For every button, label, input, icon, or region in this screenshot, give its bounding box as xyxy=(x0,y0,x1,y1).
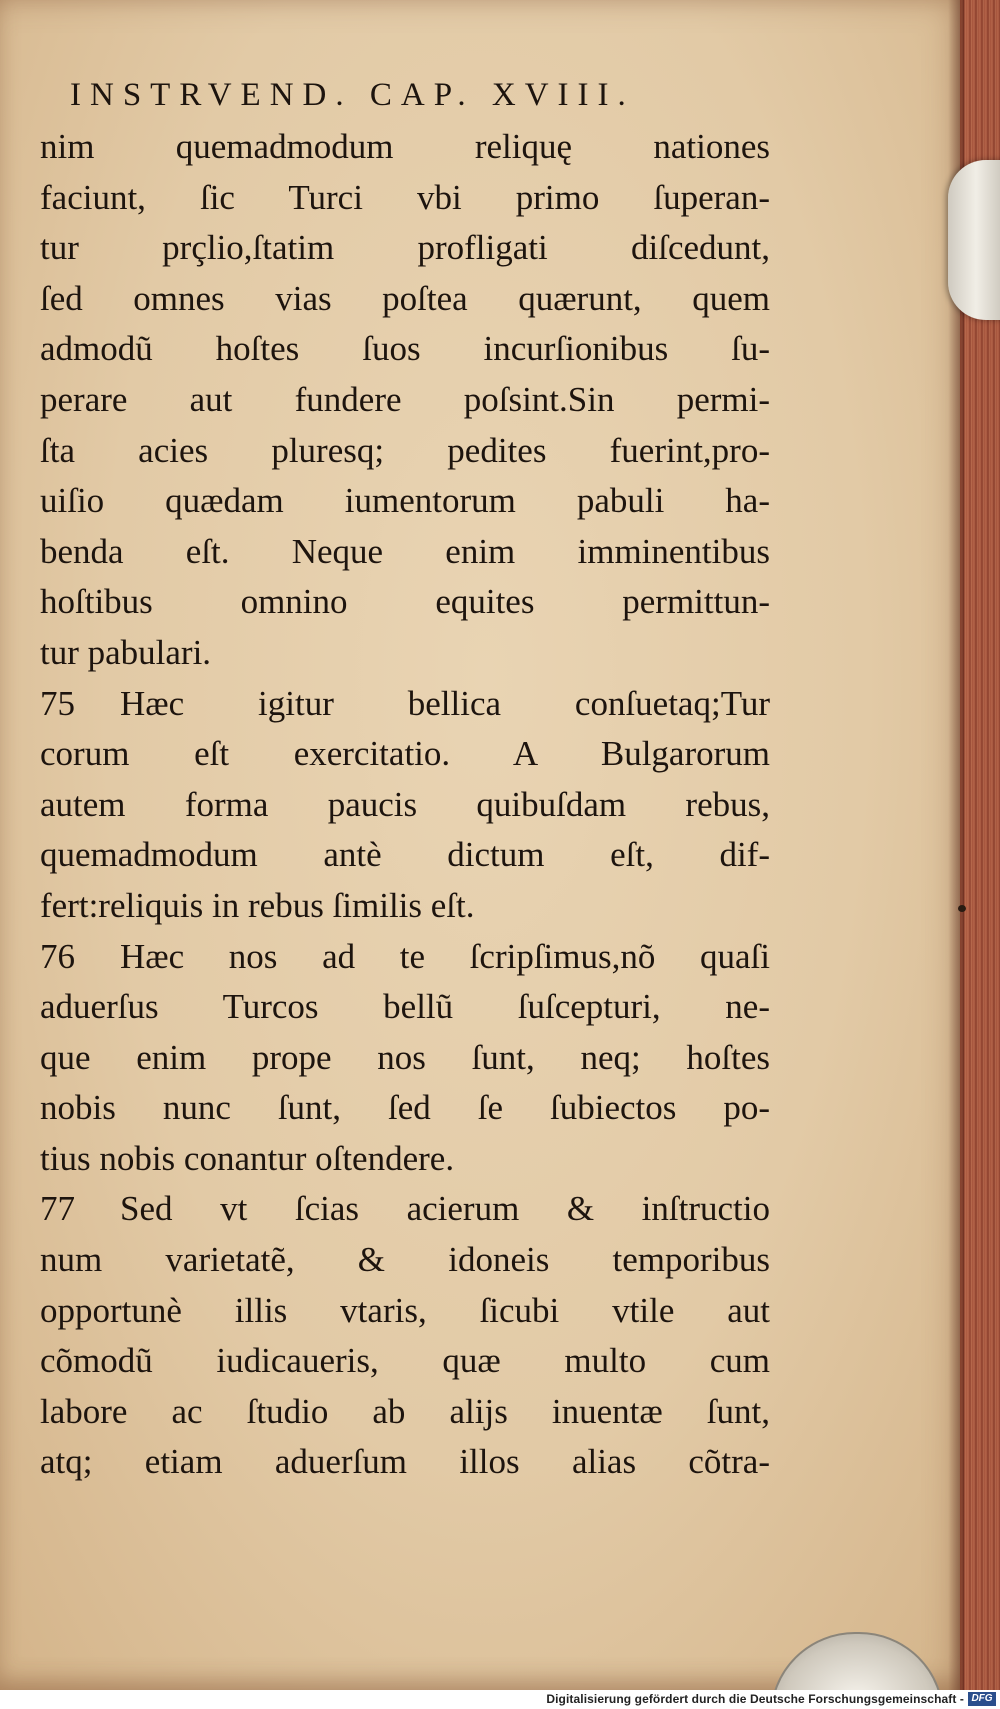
text-line: corum eſt exercitatio. A Bulgarorum xyxy=(40,734,770,774)
text-line: aduerſus Turcos bellũ ſuſcepturi, ne- xyxy=(40,987,770,1027)
dfg-logo-icon: DFG xyxy=(968,1692,996,1706)
text-line: quemadmodum antè dictum eſt, dif- xyxy=(40,835,770,875)
funding-credit: Digitalisierung gefördert durch die Deutsche Forschungsgemeinschaft - xyxy=(546,1692,964,1706)
paragraph-number: 77 xyxy=(40,1189,75,1229)
text-line: que enim prope nos ſunt, neq; hoſtes xyxy=(40,1037,770,1077)
text-line: hoſtibus omnino equites permittun- xyxy=(40,582,770,622)
paragraph-75 xyxy=(40,679,770,932)
digitization-footer xyxy=(0,1690,1000,1709)
text-line: benda eſt. Neque enim imminentibus xyxy=(40,531,770,571)
text-line: fert:reliquis in rebus ſimilis eſt. xyxy=(40,885,475,925)
text-line: atq; etiam aduerſum illos alias cõtra- xyxy=(40,1442,770,1482)
text-line: admodũ hoſtes ſuos incurſionibus ſu- xyxy=(40,329,770,369)
text-line: tur pabulari. xyxy=(40,632,212,672)
text-line: num varietatẽ, & idoneis temporibus xyxy=(40,1240,770,1280)
page-text xyxy=(40,72,770,1488)
text-line: opportunè illis vtaris, ſicubi vtile aut xyxy=(40,1290,770,1330)
text-line: tur prçlio,ſtatim profligati diſcedunt, xyxy=(40,228,770,268)
running-head: INSTRVEND. CAP. XVIII. xyxy=(70,77,635,113)
text-line: Sed vt ſcias acierum & inſtructio xyxy=(120,1189,770,1229)
page-clamp-top xyxy=(948,160,1000,320)
text-line: tius nobis conantur oſtendere. xyxy=(40,1138,455,1178)
text-line: ſta acies pluresq; pedites fuerint,pro- xyxy=(40,430,770,470)
paragraph-77 xyxy=(40,1184,770,1488)
paragraph-number: 76 xyxy=(40,936,75,976)
text-line: labore ac ſtudio ab alijs inuentæ ſunt, xyxy=(40,1391,770,1431)
text-line: nobis nunc ſunt, ſed ſe ſubiectos po- xyxy=(40,1088,770,1128)
text-line: cõmodũ iudicaueris, quæ multo cum xyxy=(40,1341,770,1381)
text-line: nim quemadmodum reliquę nationes xyxy=(40,127,770,166)
paragraph-number: 75 xyxy=(40,683,75,723)
text-line: ſed omnes vias poſtea quærunt, quem xyxy=(40,278,770,318)
text-line: perare aut fundere poſsint.Sin permi- xyxy=(40,379,770,419)
paragraph-continuation xyxy=(40,122,770,679)
text-line: Hæc igitur bellica conſuetaq;Tur xyxy=(120,683,770,723)
ink-speck xyxy=(958,905,966,912)
text-line: autem forma paucis quibuſdam rebus, xyxy=(40,784,770,824)
paragraph-76 xyxy=(40,932,770,1185)
text-line: faciunt, ſic Turci vbi primo ſuperan- xyxy=(40,177,770,217)
text-line: Hæc nos ad te ſcripſimus,nõ quaſi xyxy=(120,936,770,976)
paragraph-first-line xyxy=(40,1184,770,1235)
paragraph-first-line xyxy=(40,679,770,730)
text-line: uiſio quædam iumentorum pabuli ha- xyxy=(40,481,770,521)
paragraph-first-line xyxy=(40,932,770,983)
